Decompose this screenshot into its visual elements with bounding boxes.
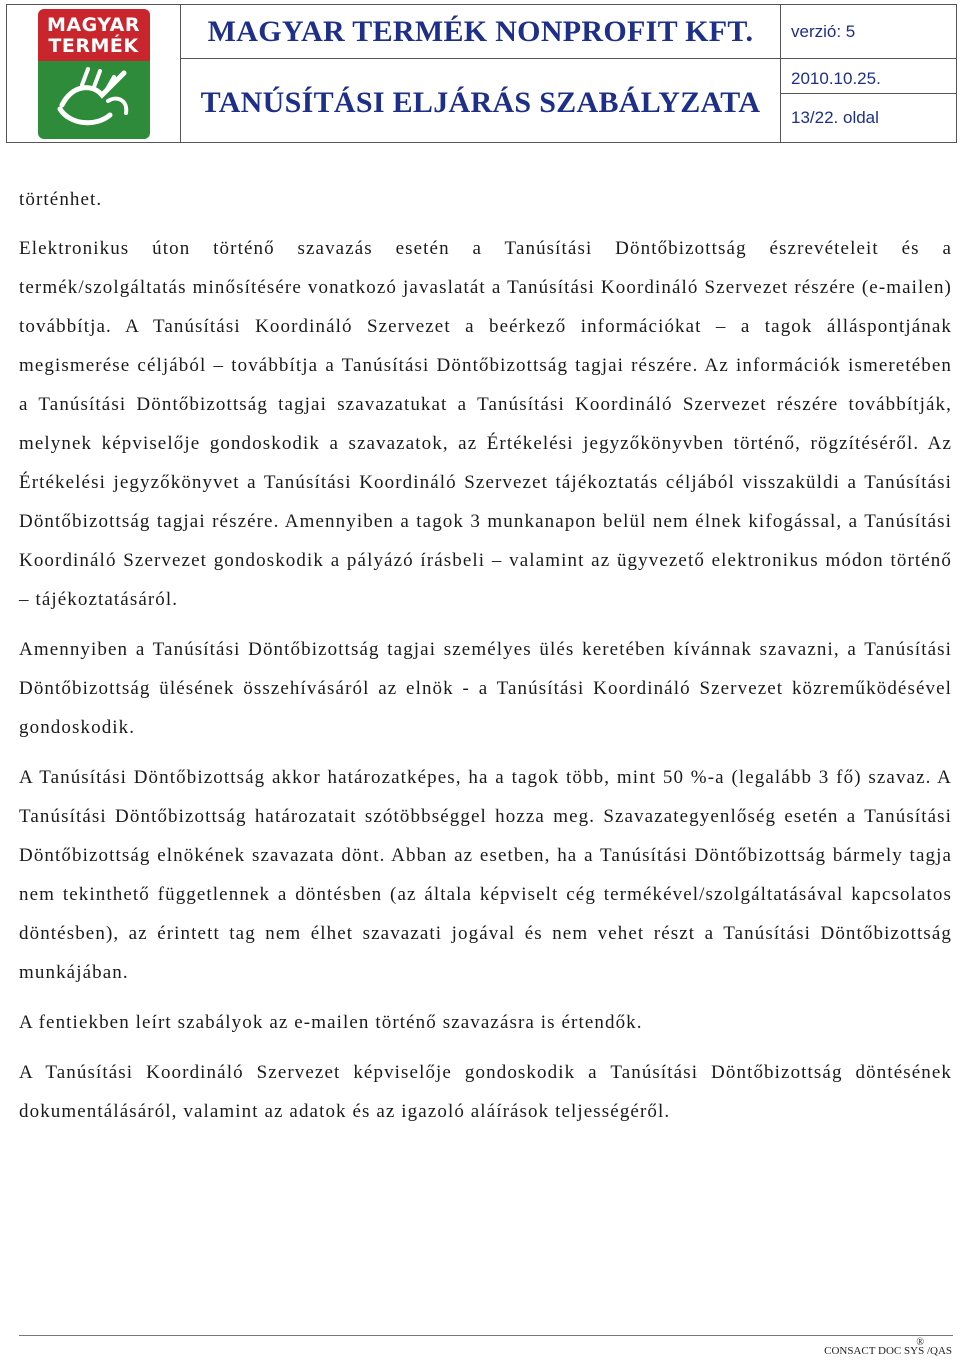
logo-line-1: MAGYAR	[46, 13, 141, 36]
footer-text: CONSACT DOC SYS /QAS	[824, 1345, 952, 1357]
footer-divider	[19, 1335, 953, 1336]
hand-leaf-logo-icon	[52, 65, 136, 131]
paragraph-documentation: A Tanúsítási Koordináló Szervezet képviselője gondoskodik a Tanúsítási Döntőbizottság döntésének dokumentálásáról, valamint az adatok és az igazoló aláírások teljességéről.	[19, 1062, 952, 1122]
paragraph-electronic-voting: Elektronikus úton történő szavazás esetén a Tanúsítási Döntőbizottság észrevételeit és a termék/szolgáltatás minősítésére vonatkozó javaslatát a Tanúsítási Koordináló Szervezet részére (e-mailen) továbbítja. A Tanúsítási Koordináló Szervezet a beérkező információkat – a tagok álláspontjának megismerése céljából – továbbítja a Tanúsítási Döntőbizottság tagjai részére. Az információk ismeretében a Tanúsítási Döntőbizottság tagjai szavazatukat a Tanúsítási Koordináló Szervezet részére továbbítják, melynek képviselője gondoskodik a szavazatok, az Értékelési jegyzőkönyvben történő, rögzítéséről. Az Értékelési jegyzőkönyvet a Tanúsítási Koordináló Szervezet tájékoztatás céljából visszaküldi a Tanúsítási Döntőbizottság tagjai részére. Amennyiben a tagok 3 munkanapon belül nem élnek kifogással, a Tanúsítási Koordináló Szervezet gondoskodik a pályázó írásbeli – valamint az ügyvezető elektronikus módon történő – tájékoztatásáról.	[19, 238, 952, 610]
registered-mark: ®	[916, 1337, 924, 1348]
version-label: verzió: 5	[781, 5, 956, 59]
logo-line-2: TERMÉK	[48, 34, 139, 57]
paragraph-continuation: történhet.	[19, 189, 103, 210]
logo-cell	[7, 5, 181, 142]
paragraph-email-rules: A fentiekben leírt szabályok az e-mailen történő szavazásra is értendők.	[19, 1012, 643, 1033]
document-title: TANÚSÍTÁSI ELJÁRÁS SZABÁLYZATA	[181, 59, 781, 142]
document-body	[19, 180, 952, 1142]
date-label: 2010.10.25.	[781, 59, 956, 94]
paragraph-quorum: A Tanúsítási Döntőbizottság akkor határozatképes, ha a tagok több, mint 50 %-a (legalább 3 fő) szavaz. A Tanúsítási Döntőbizottság határozatait szótöbbséggel hozza meg. Szavazategyenlőség esetén a Tanúsítási Döntőbizottság elnökének szavazata dönt. Abban az esetben, ha a Tanúsítási Döntőbizottság bármely tagja nem tekinthető függetlennek a döntésben (az általa képviselt cég termékével/szolgáltatásával kapcsolatos döntésben), az érintett tag nem élhet szavazati jogával és nem vehet részt a Tanúsítási Döntőbizottság munkájában.	[19, 767, 952, 983]
magyar-termek-logo	[38, 9, 150, 139]
document-header	[6, 4, 957, 143]
footer	[824, 1337, 952, 1357]
paragraph-personal-meeting: Amennyiben a Tanúsítási Döntőbizottság tagjai személyes ülés keretében kívánnak szavazni, a Tanúsítási Döntőbizottság ülésének összehívásáról az elnök - a Tanúsítási Koordináló Szervezet közreműködésével gondoskodik.	[19, 639, 952, 738]
page-number: 13/22. oldal	[791, 108, 879, 127]
company-name: MAGYAR TERMÉK NONPROFIT KFT.	[181, 5, 781, 59]
